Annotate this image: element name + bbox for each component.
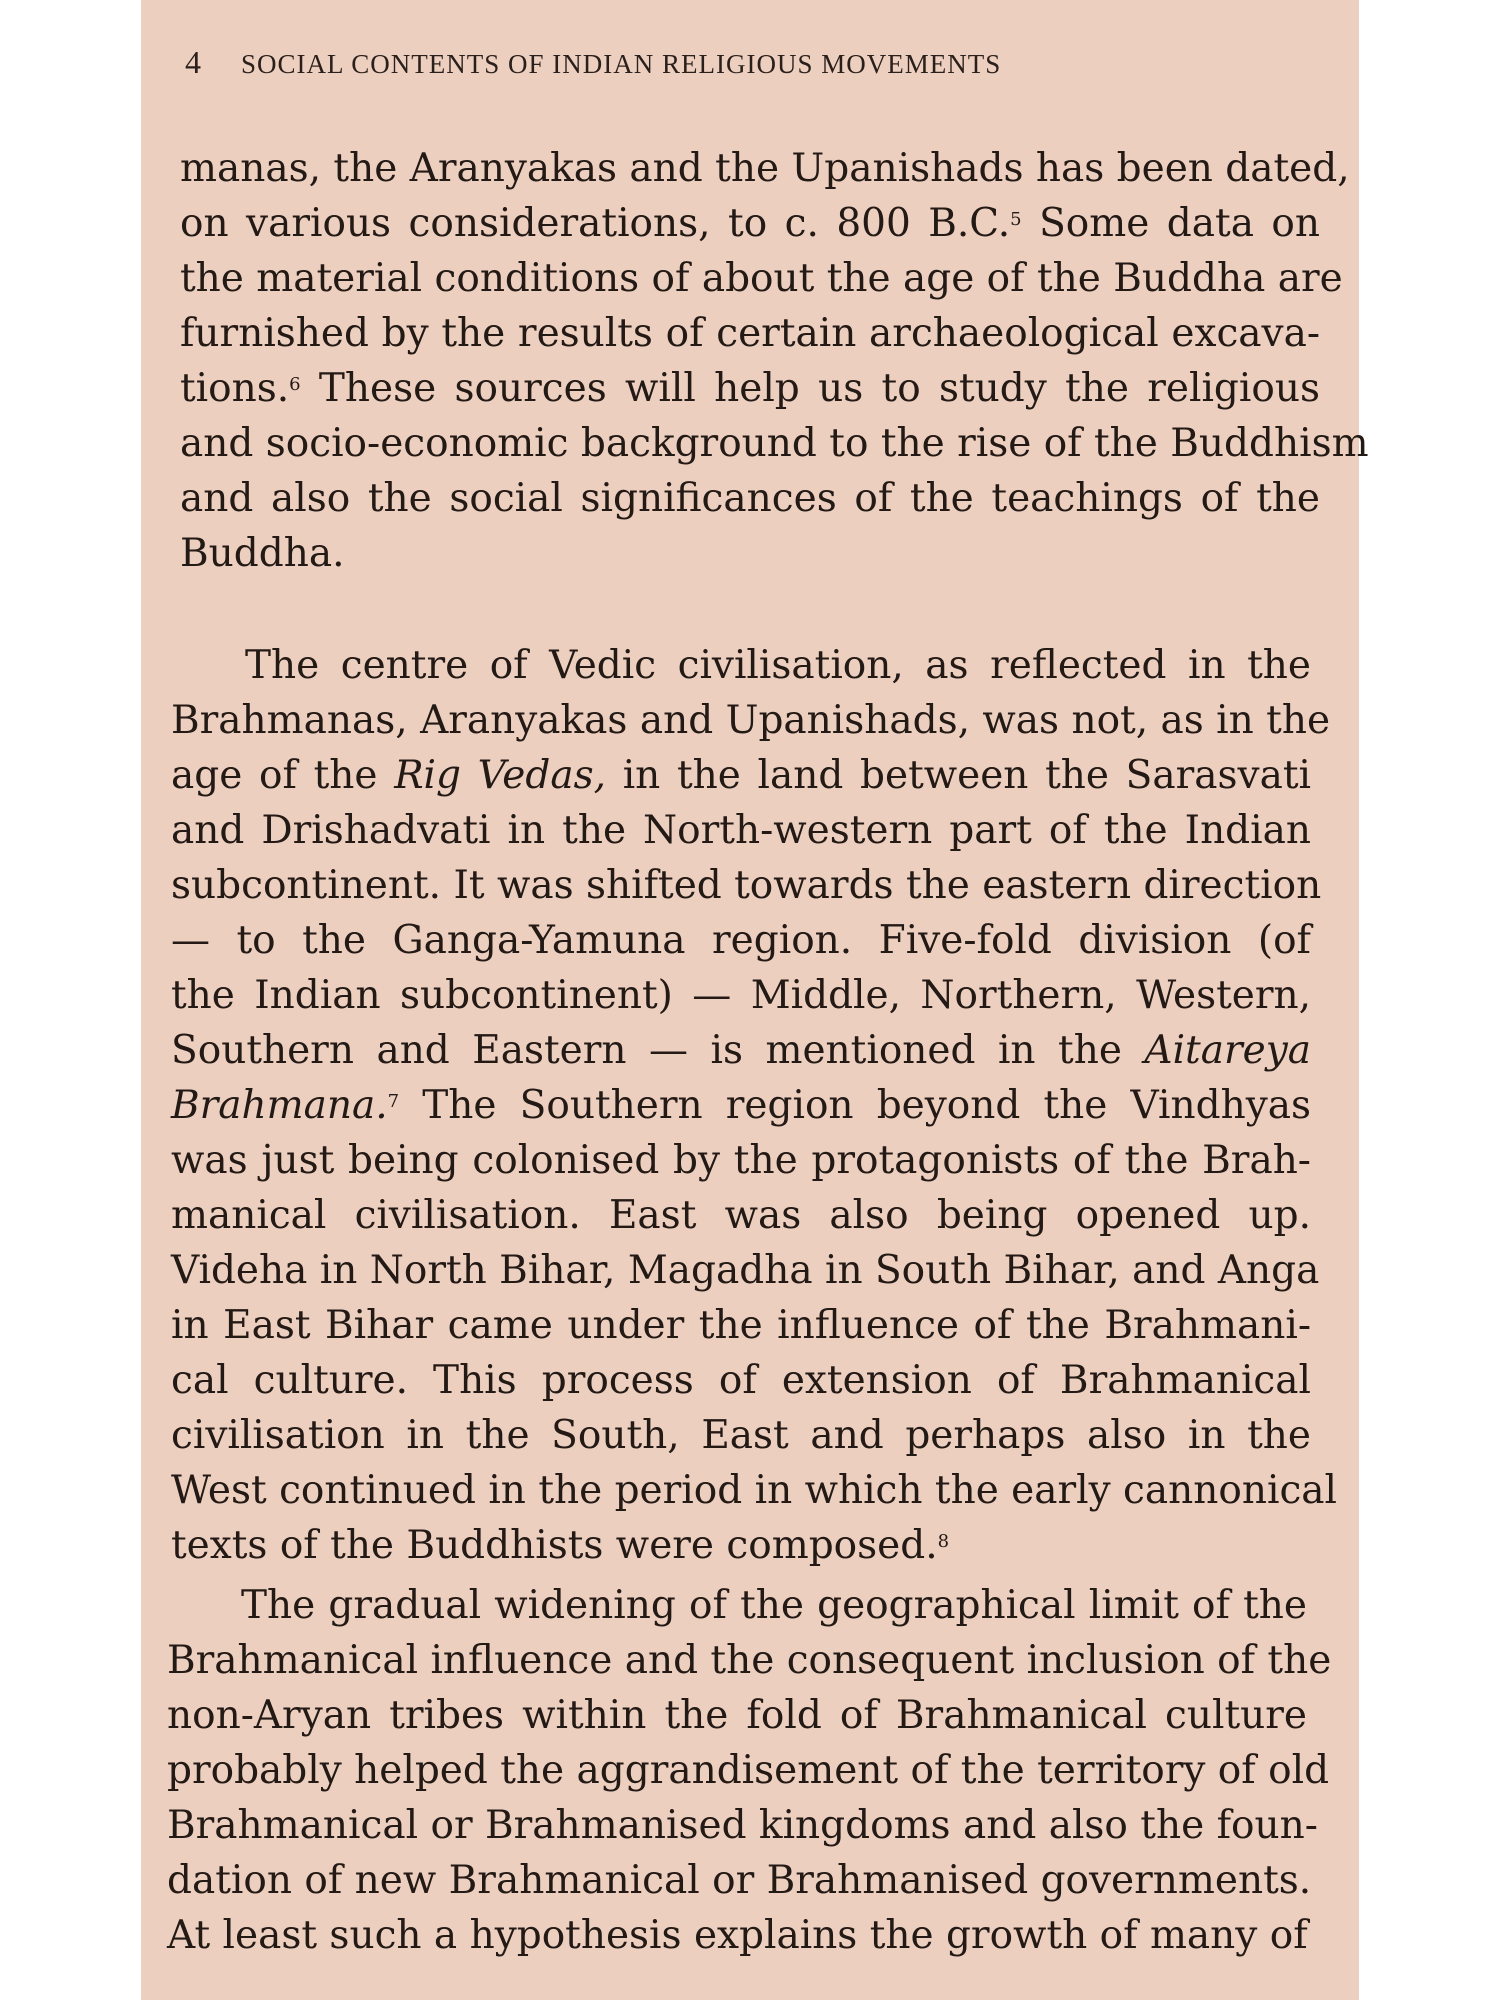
text-line: and also the social significances of the teachings of the [180, 476, 1320, 521]
text-line: Brahmanical influence and the consequent inclusion of the [167, 1638, 1332, 1683]
text-line: At least such a hypothesis explains the growth of many of [167, 1913, 1308, 1958]
text-line: civilisation in the South, East and perhaps also in the [171, 1413, 1311, 1458]
book-page [141, 0, 1369, 2000]
text-segment: tions. [180, 366, 290, 411]
text-segment: Southern and Eastern — is mentioned in the [171, 1028, 1122, 1073]
text-line: and Drishadvati in the North-western part of the Indian [171, 808, 1311, 853]
text-line: Brahmanas, Aranyakas and Upanishads, was not, as in the [171, 698, 1331, 743]
text-line [171, 1023, 1311, 1078]
text-line: furnished by the results of certain archaeological excava- [180, 311, 1320, 356]
text-line [180, 196, 1320, 251]
footnote-marker: 6 [289, 374, 301, 395]
paragraph-2 [171, 638, 1338, 1573]
text-segment: The Southern region beyond the Vindhyas [422, 1083, 1311, 1128]
running-header [185, 44, 1325, 84]
text-line: was just being colonised by the protagonists of the Brah- [171, 1138, 1311, 1183]
text-segment: texts of the Buddhists were composed. [171, 1523, 938, 1568]
text-line: Brahmanical or Brahmanised kingdoms and also the foun- [167, 1803, 1318, 1848]
text-line: subcontinent. It was shifted towards the eastern direction [171, 863, 1322, 908]
italic-title: Rig Vedas, [394, 753, 606, 798]
paragraph-3 [167, 1578, 1332, 1963]
text-line: West continued in the period in which the early cannonical [171, 1468, 1338, 1513]
text-line: dation of new Brahmanical or Brahmanised governments. [167, 1858, 1312, 1903]
text-line: the material conditions of about the age of the Buddha are [180, 256, 1343, 301]
text-segment: Some data on [1039, 201, 1321, 246]
text-line: in East Bihar came under the influence of the Brahmani- [171, 1303, 1311, 1348]
text-line [171, 1078, 1311, 1133]
page-number: 4 [185, 44, 201, 80]
text-line: the Indian subcontinent) — Middle, Northern, Western, [171, 973, 1311, 1018]
text-segment: on various considerations, to c. 800 B.C. [180, 201, 1011, 246]
text-line: probably helped the aggrandisement of the territory of old [167, 1748, 1330, 1793]
text-line: — to the Ganga-Yamuna region. Five-fold division (of [171, 918, 1311, 963]
text-line: Buddha. [180, 531, 345, 576]
text-line: and socio-economic background to the rise of the Buddhism [180, 421, 1369, 466]
text-line: The centre of Vedic civilisation, as reflected in the [245, 643, 1311, 688]
text-line: manas, the Aranyakas and the Upanishads has been dated, [180, 146, 1350, 191]
text-line [171, 748, 1311, 803]
footnote-marker: 7 [387, 1091, 400, 1112]
running-title: SOCIAL CONTENTS OF INDIAN RELIGIOUS MOVEMENTS [241, 49, 1002, 79]
text-segment: These sources will help us to study the religious [318, 366, 1320, 411]
text-line [171, 1518, 1311, 1573]
italic-title: Brahmana. [171, 1083, 388, 1128]
text-line: manical civilisation. East was also being opened up. [171, 1193, 1311, 1238]
text-line: The gradual widening of the geographical limit of the [241, 1583, 1307, 1628]
text-line: cal culture. This process of extension of Brahmanical [171, 1358, 1311, 1403]
text-line: non-Aryan tribes within the fold of Brahmanical culture [167, 1693, 1307, 1738]
paragraph-1 [180, 141, 1369, 581]
footnote-marker: 5 [1010, 209, 1022, 230]
italic-title: Aitareya [1144, 1028, 1311, 1073]
text-line: Videha in North Bihar, Magadha in South Bihar, and Anga [171, 1248, 1320, 1293]
text-segment: age of the [171, 753, 378, 798]
text-line [180, 361, 1320, 416]
footnote-marker: 8 [937, 1531, 950, 1552]
text-segment: in the land between the Sarasvati [622, 753, 1311, 798]
